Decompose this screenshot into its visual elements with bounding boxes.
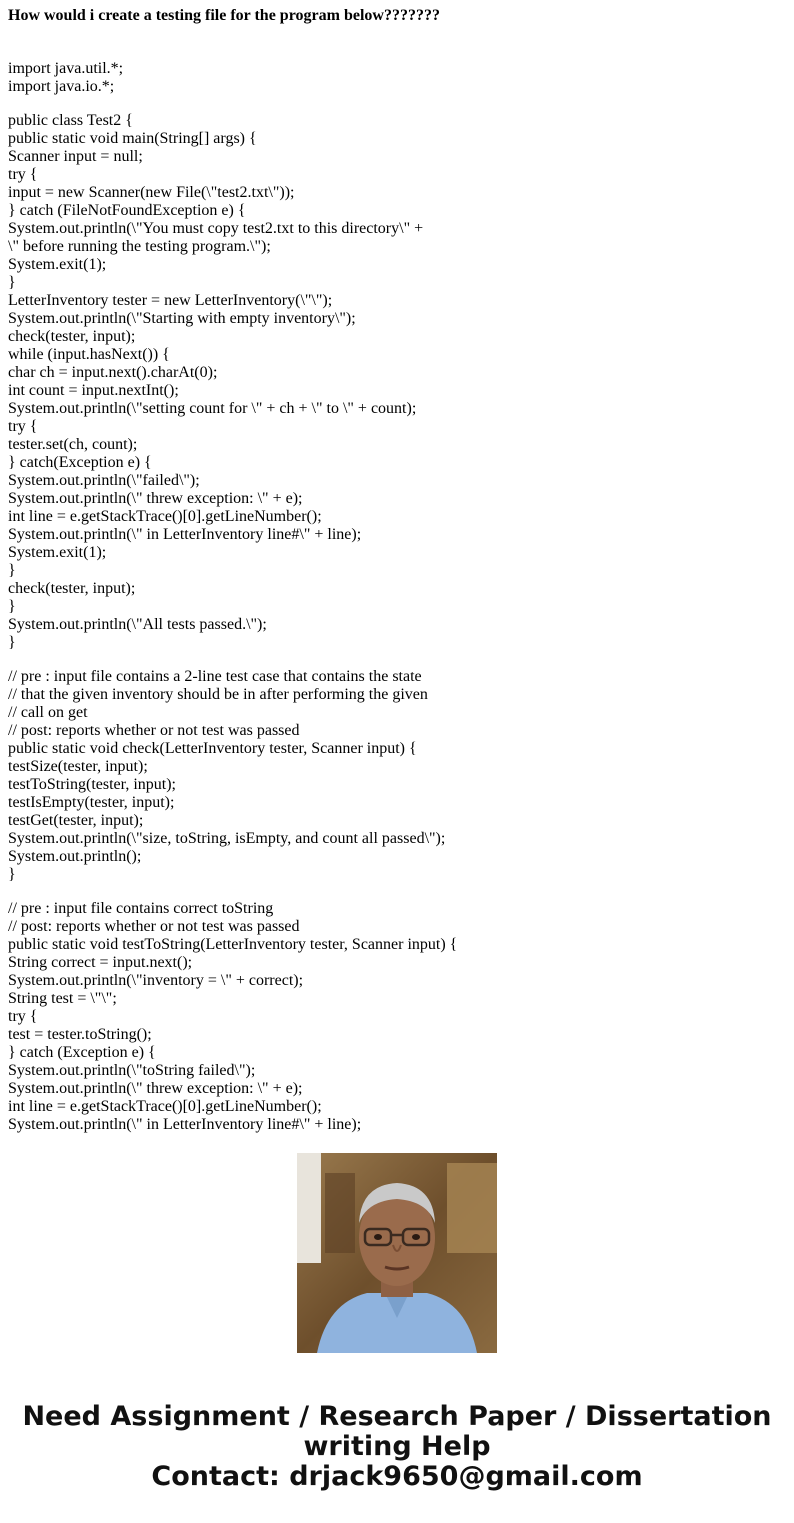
code-line: public static void testToString(LetterInventory tester, Scanner input) { xyxy=(8,936,458,953)
code-line: int line = e.getStackTrace()[0].getLineNumber(); xyxy=(8,508,322,525)
code-line: testGet(tester, input); xyxy=(8,812,144,829)
code-line: } catch (FileNotFoundException e) { xyxy=(8,202,246,219)
person-photo-icon xyxy=(297,1153,497,1353)
code-line: try { xyxy=(8,418,38,435)
code-line: testToString(tester, input); xyxy=(8,776,176,793)
author-avatar xyxy=(297,1153,497,1353)
code-line: check(tester, input); xyxy=(8,328,136,345)
code-line: // post: reports whether or not test was passed xyxy=(8,722,300,739)
promo-contact-line: Contact: drjack9650@gmail.com xyxy=(151,1461,643,1492)
code-line: import java.util.*; xyxy=(8,60,124,77)
code-line: System.exit(1); xyxy=(8,256,107,273)
code-line: public static void check(LetterInventory tester, Scanner input) { xyxy=(8,740,417,757)
code-line: int count = input.nextInt(); xyxy=(8,382,179,399)
code-line: System.out.println(\"failed\"); xyxy=(8,472,200,489)
code-line: public static void main(String[] args) { xyxy=(8,130,257,147)
code-line: int line = e.getStackTrace()[0].getLineNumber(); xyxy=(8,1098,322,1115)
code-line: while (input.hasNext()) { xyxy=(8,346,170,363)
code-line: try { xyxy=(8,166,38,183)
code-line: // that the given inventory should be in after performing the given xyxy=(8,686,428,703)
code-line: System.out.println(\"You must copy test2.txt to this directory\" + xyxy=(8,220,424,237)
code-line: System.out.println(\"toString failed\"); xyxy=(8,1062,256,1079)
code-line: } catch(Exception e) { xyxy=(8,454,152,471)
code-line: char ch = input.next().charAt(0); xyxy=(8,364,218,381)
code-line: String test = \"\"; xyxy=(8,990,117,1007)
code-line: System.exit(1); xyxy=(8,544,107,561)
code-line: input = new Scanner(new File(\"test2.txt\")); xyxy=(8,184,295,201)
code-line: } xyxy=(8,562,16,579)
code-block-gap xyxy=(8,884,788,900)
code-line: System.out.println(\"size, toString, isEmpty, and count all passed\"); xyxy=(8,830,446,847)
code-line: tester.set(ch, count); xyxy=(8,436,138,453)
promo-banner xyxy=(0,1402,794,1492)
code-line: import java.io.*; xyxy=(8,78,115,95)
code-line: System.out.println(\" in LetterInventory line#\" + line); xyxy=(8,1116,362,1133)
code-line: System.out.println(\"Starting with empty inventory\"); xyxy=(8,310,356,327)
code-line: // pre : input file contains a 2-line test case that contains the state xyxy=(8,668,422,685)
question-title: How would i create a testing file for the program below??????? xyxy=(8,7,440,24)
code-line: // post: reports whether or not test was passed xyxy=(8,918,300,935)
code-line: testIsEmpty(tester, input); xyxy=(8,794,175,811)
code-line: } catch (Exception e) { xyxy=(8,1044,156,1061)
code-line: System.out.println(\" threw exception: \" + e); xyxy=(8,1080,303,1097)
code-line: System.out.println(\" in LetterInventory line#\" + line); xyxy=(8,526,362,543)
code-line: System.out.println(\" threw exception: \" + e); xyxy=(8,490,303,507)
code-line: String correct = input.next(); xyxy=(8,954,193,971)
code-line: } xyxy=(8,634,16,651)
code-line: public class Test2 { xyxy=(8,112,133,129)
code-line: \" before running the testing program.\"); xyxy=(8,238,271,255)
code-block-gap xyxy=(8,96,788,112)
code-line: } xyxy=(8,598,16,615)
promo-line-2: writing Help xyxy=(303,1431,491,1462)
code-line: System.out.println(\"inventory = \" + correct); xyxy=(8,972,304,989)
code-line: System.out.println(\"All tests passed.\"); xyxy=(8,616,267,633)
code-line: // pre : input file contains correct toString xyxy=(8,900,274,917)
promo-line-1: Need Assignment / Research Paper / Dissertation xyxy=(22,1401,772,1432)
code-line: LetterInventory tester = new LetterInventory(\"\"); xyxy=(8,292,333,309)
code-line: System.out.println(\"setting count for \" + ch + \" to \" + count); xyxy=(8,400,417,417)
code-listing xyxy=(8,60,788,1133)
code-line: } xyxy=(8,866,16,883)
code-line: // call on get xyxy=(8,704,88,721)
code-line: try { xyxy=(8,1008,38,1025)
code-line: test = tester.toString(); xyxy=(8,1026,152,1043)
code-line: Scanner input = null; xyxy=(8,148,143,165)
code-line: System.out.println(); xyxy=(8,848,142,865)
code-line: } xyxy=(8,274,16,291)
code-block-gap xyxy=(8,652,788,668)
code-line: testSize(tester, input); xyxy=(8,758,148,775)
code-line: check(tester, input); xyxy=(8,580,136,597)
